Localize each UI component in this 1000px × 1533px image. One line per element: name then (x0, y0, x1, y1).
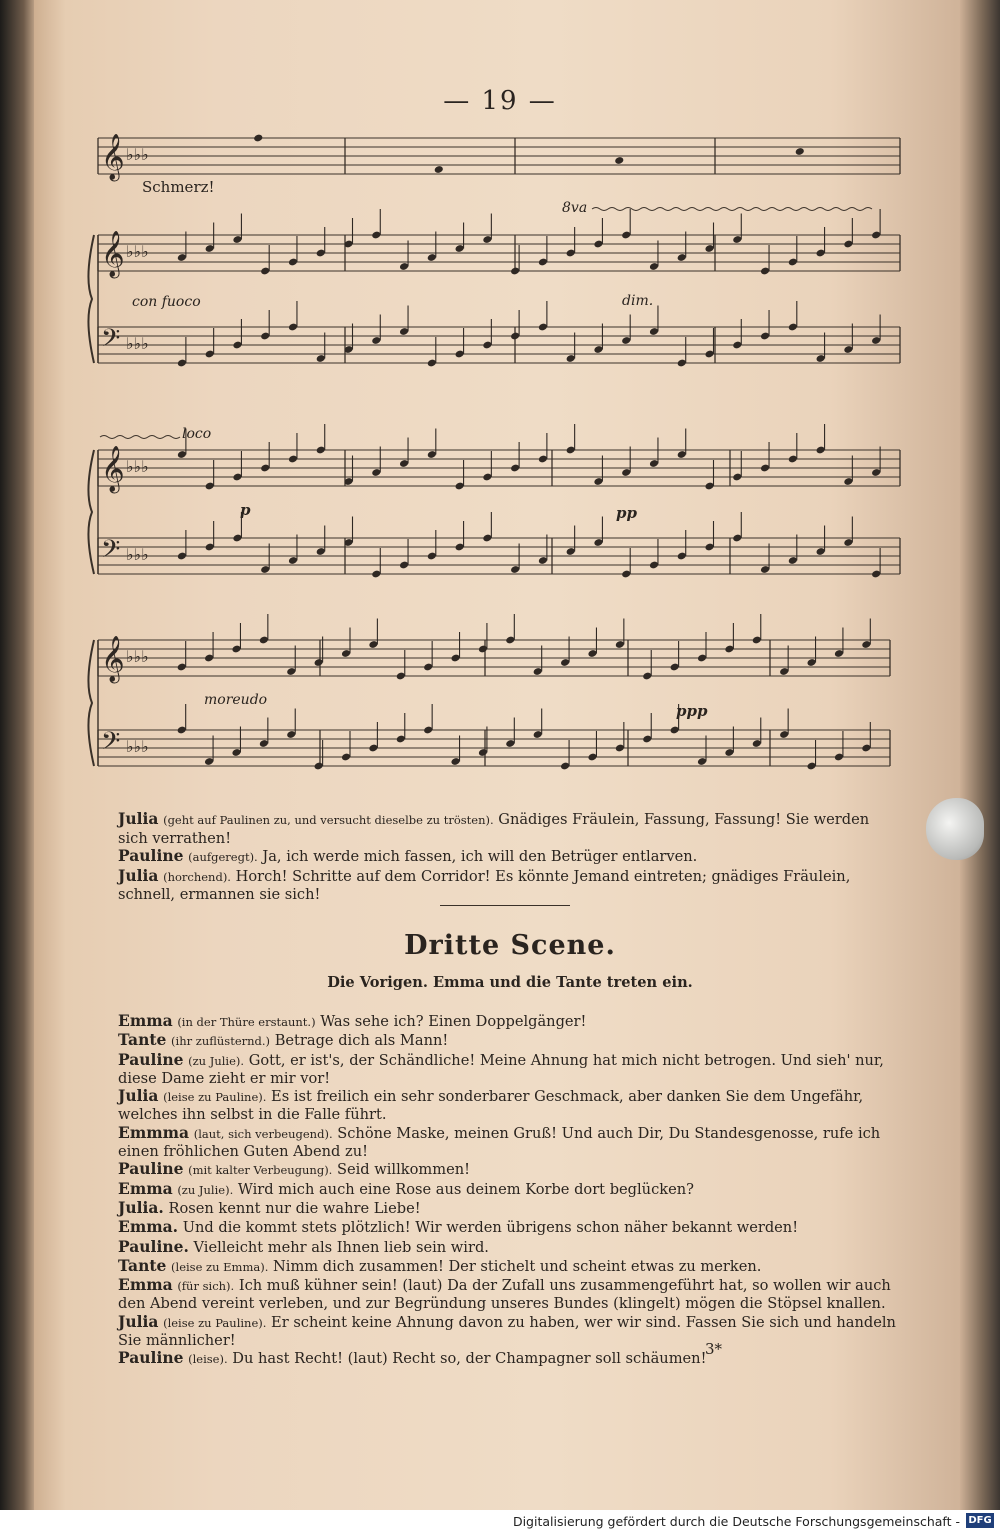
octave-line (592, 208, 872, 211)
note-head (434, 165, 444, 174)
brace (88, 235, 94, 363)
dynamic-dim: dim. (622, 293, 654, 309)
speech-julia-2: Julia (horchend). Horch! Schritte auf dem Corridor! Es könnte Jemand eintreten; gnädiges Fräulein, schnell, ermannen sie sich! (118, 865, 851, 903)
dynamic-con-fuoco: con fuoco (132, 294, 201, 310)
speech-line: Julia (leise zu Pauline). Er scheint keine Ahnung davon zu haben, wer wir sind. Fassen Sie sich und handeln Sie männlicher! (118, 1311, 896, 1350)
page-number: — 19 — (443, 86, 557, 116)
speech-line: Pauline (zu Julie). Gott, er ist's, der Schändliche! Meine Ahnung hat mich nicht betrogen. Und sieh' nur, diese Dame zieht er mir vor! (118, 1049, 884, 1087)
footer-credit: Digitalisierung gefördert durch die Deutsche Forschungsgemeinschaft - (512, 1514, 960, 1529)
dialogue-scene (118, 1012, 898, 1369)
speech-line: Pauline (leise). Du hast Recht! (laut) Recht so, der Champagner soll schäumen! (118, 1348, 707, 1368)
octave-continuation-line (100, 436, 180, 439)
note-head (253, 134, 263, 143)
signature-mark: 3* (705, 1340, 723, 1358)
speech-line: Julia. Rosen kennt nur die wahre Liebe! (118, 1197, 421, 1217)
octave-mark: 8va (562, 200, 588, 216)
key-signature-icon: ♭♭♭ (126, 647, 149, 666)
note-head (795, 147, 805, 156)
brace (88, 450, 94, 574)
dynamic-ppp: ppp (676, 702, 708, 720)
speech-line: Emma (in der Thüre erstaunt.) Was sehe ich? Einen Doppelgänger! (118, 1011, 587, 1030)
speech-line: Emmma (laut, sich verbeugend). Schöne Maske, meinen Gruß! Und auch Dir, Du Standesgenosse, rufe ich einen fröhlichen Guten Abend zu! (118, 1122, 881, 1161)
speech-line: Tante (leise zu Emma). Nimm dich zusammen! Der stichelt und scheint etwas zu merken. (118, 1255, 762, 1275)
key-signature-icon: ♭♭♭ (126, 242, 149, 261)
key-signature-icon: ♭♭♭ (126, 334, 149, 353)
lyric-text: Schmerz! (142, 178, 215, 196)
speech-line: Julia (leise zu Pauline). Es ist freilich ein sehr sonderbarer Geschmack, aber danken Sie dem Ungefähr, welches ihn selbst in die Falle führt. (118, 1086, 864, 1124)
note-head (614, 156, 624, 165)
loco-mark: loco (182, 426, 212, 442)
scene-title: Dritte Scene. (404, 930, 616, 961)
speech-julia: Julia (geht auf Paulinen zu, und versucht dieselbe zu trösten). Gnädiges Fräulein, Fassung, Fassung! Sie werden sich verrathen! (118, 809, 870, 847)
dfg-logo: DFG (966, 1513, 994, 1528)
key-signature-icon: ♭♭♭ (126, 737, 149, 756)
key-signature-icon: ♭♭♭ (126, 545, 149, 564)
clef-icon: 𝄞 (101, 446, 125, 492)
divider (440, 905, 570, 906)
speech-line: Pauline. Vielleicht mehr als Ihnen lieb sein wird. (118, 1236, 489, 1256)
dynamic-p: p (240, 501, 251, 519)
dynamic-pp: pp (616, 504, 637, 522)
clef-icon: 𝄞 (101, 231, 125, 277)
clef-icon: 𝄢 (101, 727, 121, 762)
speech-pauline: Pauline (aufgeregt). Ja, ich werde mich fassen, ich will den Betrüger entlarven. (118, 846, 698, 865)
speech-line: Tante (ihr zuflüsternd.) Betrage dich als Mann! (118, 1030, 449, 1050)
brace (88, 640, 94, 766)
dialogue-top (118, 810, 898, 904)
speech-line: Emma. Und die kommt stets plötzlich! Wir werden übrigens schon näher bekannt werden! (118, 1217, 799, 1237)
speech-line: Emma (zu Julie). Wird mich auch eine Rose aus deinem Korbe dort beglücken? (118, 1178, 694, 1198)
scene-subtitle: Die Vorigen. Emma und die Tante treten ein. (327, 974, 693, 991)
dynamic-moreudo: moreudo (204, 692, 268, 708)
clef-icon: 𝄞 (101, 134, 125, 180)
key-signature-icon: ♭♭♭ (126, 457, 149, 476)
speech-line: Pauline (mit kalter Verbeugung). Seid willkommen! (118, 1159, 470, 1179)
key-signature-icon: ♭♭♭ (126, 145, 149, 164)
clef-icon: 𝄞 (101, 636, 125, 682)
speech-line: Emma (für sich). Ich muß kühner sein! (laut) Da der Zufall uns zusammengeführt hat, so wollen wir auch den Abend vereint verleben, und zur Begründung unseres Bundes (klingelt) mögen die Stöpsel knallen. (118, 1275, 891, 1313)
clef-icon: 𝄢 (101, 535, 121, 570)
clef-icon: 𝄢 (101, 324, 121, 359)
